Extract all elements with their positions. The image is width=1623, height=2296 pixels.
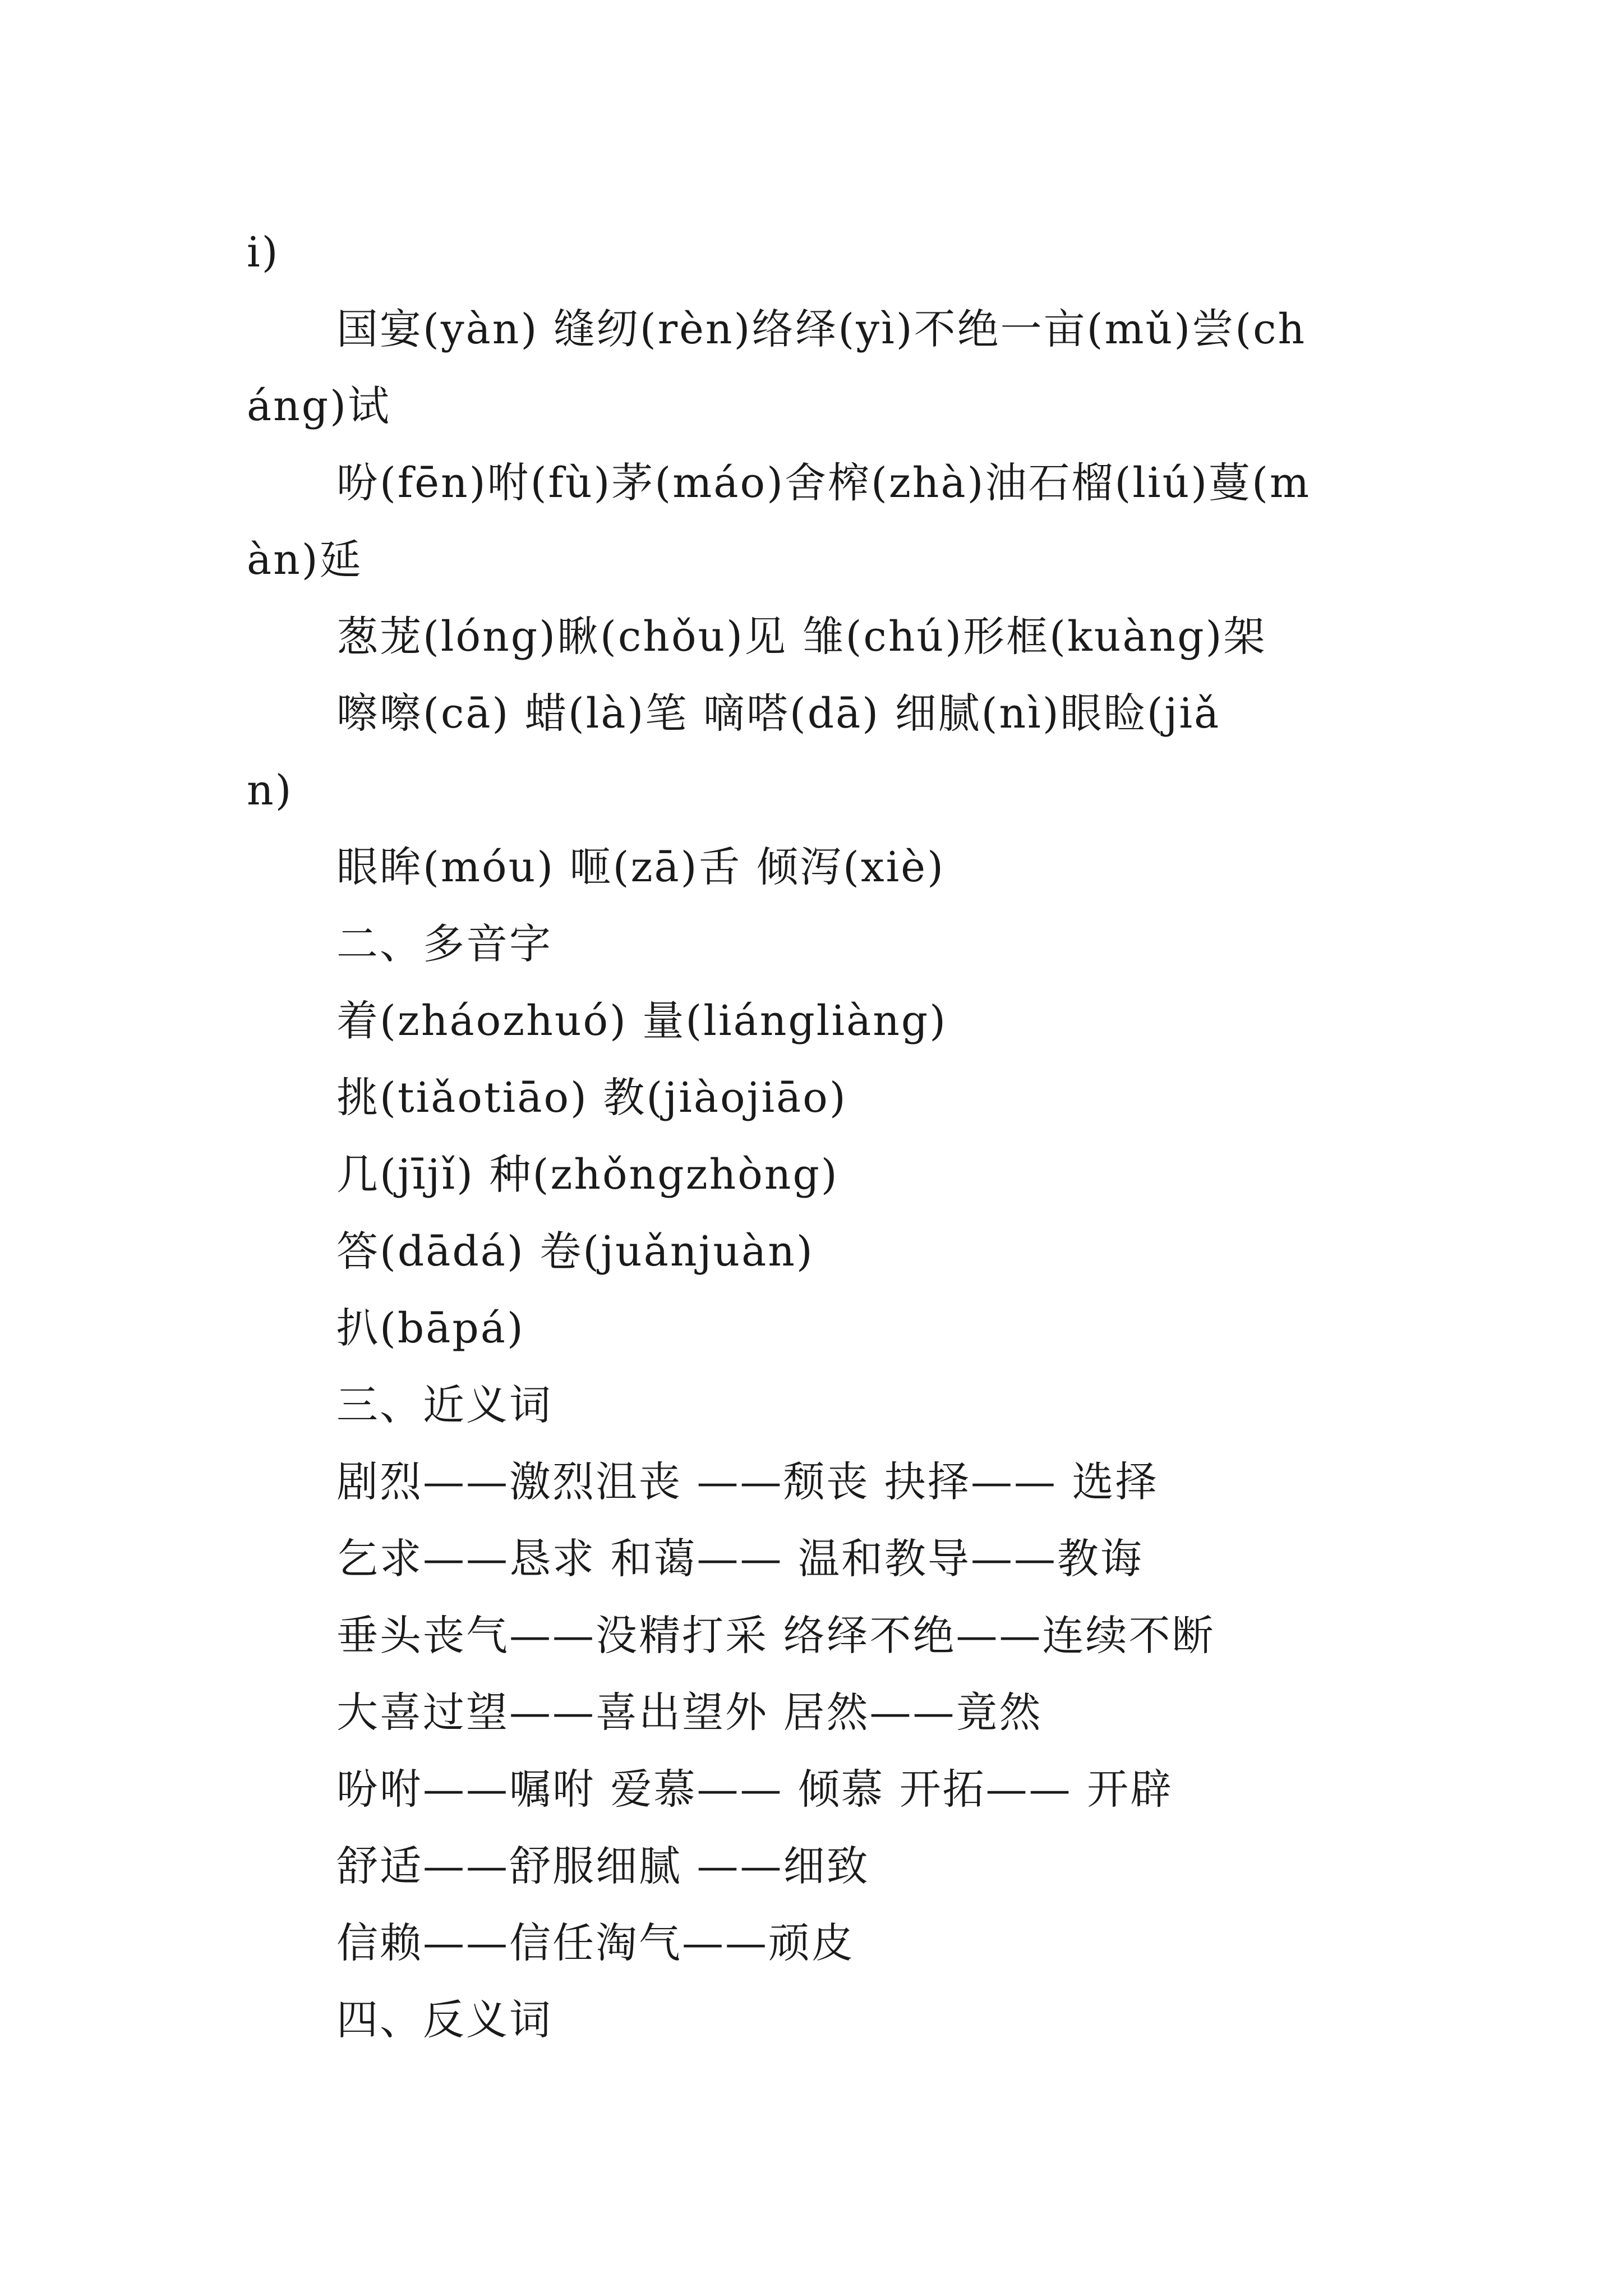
text-line: 信赖——信任淘气——顽皮 <box>336 1919 855 1967</box>
text-line: 国宴(yàn) 缝纫(rèn)络绎(yì)不绝一亩(mǔ)尝(ch <box>336 305 1307 353</box>
text-line: 剧烈——激烈沮丧 ——颓丧 抉择—— 选择 <box>336 1458 1159 1506</box>
text-line: 挑(tiǎotiāo) 教(jiàojiāo) <box>336 1074 847 1122</box>
text-line: 着(zháozhuó) 量(liángliàng) <box>336 997 948 1045</box>
section-heading: 二、多音字 <box>336 920 552 968</box>
text-line: 垂头丧气——没精打采 络绎不绝——连续不断 <box>336 1612 1215 1660</box>
document-body <box>247 214 1391 2059</box>
text-line: 舒适——舒服细腻 ——细致 <box>336 1842 870 1890</box>
text-line: 嚓嚓(cā) 蜡(là)笔 嘀嗒(dā) 细腻(nì)眼睑(jiǎ <box>336 689 1221 738</box>
text-line: i) <box>247 228 280 277</box>
section-heading: 四、反义词 <box>336 1996 552 2044</box>
text-line: 眼眸(móu) 咂(zā)舌 倾泻(xiè) <box>336 843 945 891</box>
text-line: 乞求——恳求 和蔼—— 温和教导——教诲 <box>336 1535 1144 1583</box>
text-line: 大喜过望——喜出望外 居然——竟然 <box>336 1688 1043 1737</box>
text-line: 吩咐——嘱咐 爱慕—— 倾慕 开拓—— 开辟 <box>336 1765 1174 1814</box>
text-line: 几(jījǐ) 种(zhǒngzhòng) <box>336 1151 839 1199</box>
text-line: 扒(bāpá) <box>336 1304 525 1352</box>
text-line: 吩(fēn)咐(fù)茅(máo)舍榨(zhà)油石榴(liú)蔓(m <box>336 459 1311 507</box>
text-line: 答(dādá) 卷(juǎnjuàn) <box>336 1227 814 1276</box>
text-line: áng)试 <box>247 382 391 430</box>
text-line: n) <box>247 766 293 815</box>
text-line: àn)延 <box>247 536 363 584</box>
section-heading: 三、近义词 <box>336 1381 552 1429</box>
text-line: 葱茏(lóng)瞅(chǒu)见 雏(chú)形框(kuàng)架 <box>336 613 1267 661</box>
